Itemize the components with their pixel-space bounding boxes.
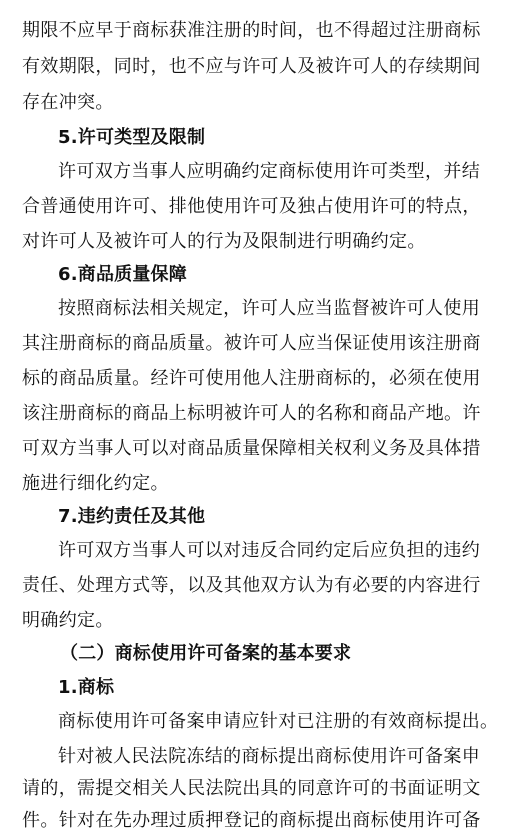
body-text-line: 责任、处理方式等，以及其他双方认为有必要的内容进行: [22, 575, 481, 596]
body-text-line: 施进行细化约定。: [22, 473, 169, 494]
body-text-line: 合普通使用许可、排他使用许可及独占使用许可的特点，: [22, 196, 481, 217]
body-text-line: 件。针对在先办理过质押登记的商标提出商标使用许可备: [22, 810, 481, 831]
section-heading: 6.商品质量保障: [58, 264, 187, 285]
body-text-line: 其注册商标的商品质量。被许可人应当保证使用该注册商: [22, 333, 481, 354]
section-heading: 5.许可类型及限制: [58, 127, 206, 148]
body-text-line: 存在冲突。: [22, 92, 114, 113]
body-text-line: 对许可人及被许可人的行为及限制进行明确约定。: [22, 231, 426, 252]
section-heading: 1.商标: [58, 677, 115, 698]
body-text-line: 期限不应早于商标获准注册的时间，也不得超过注册商标: [22, 20, 481, 41]
body-text-line: 可双方当事人可以对商品质量保障相关权利义务及具体措: [22, 438, 481, 459]
body-text-line: 该注册商标的商品上标明被许可人的名称和商品产地。许: [22, 403, 481, 424]
body-text-line: 有效期限，同时，也不应与许可人及被许可人的存续期间: [22, 56, 481, 77]
body-text-line: 许可双方当事人应明确约定商标使用许可类型，并结: [58, 161, 481, 182]
part-heading: （二）商标使用许可备案的基本要求: [60, 643, 352, 664]
section-heading: 7.违约责任及其他: [58, 506, 206, 527]
body-text-line: 请的，需提交相关人民法院出具的同意许可的书面证明文: [22, 778, 481, 799]
body-text-line: 按照商标法相关规定，许可人应当监督被许可人使用: [58, 298, 481, 319]
body-text-line: 商标使用许可备案申请应针对已注册的有效商标提出。: [58, 711, 498, 732]
body-text-line: 标的商品质量。经许可使用他人注册商标的，必须在使用: [22, 368, 481, 389]
body-text-line: 许可双方当事人可以对违反合同约定后应负担的违约: [58, 540, 481, 561]
body-text-line: 针对被人民法院冻结的商标提出商标使用许可备案申: [58, 746, 481, 767]
body-text-line: 明确约定。: [22, 610, 114, 631]
